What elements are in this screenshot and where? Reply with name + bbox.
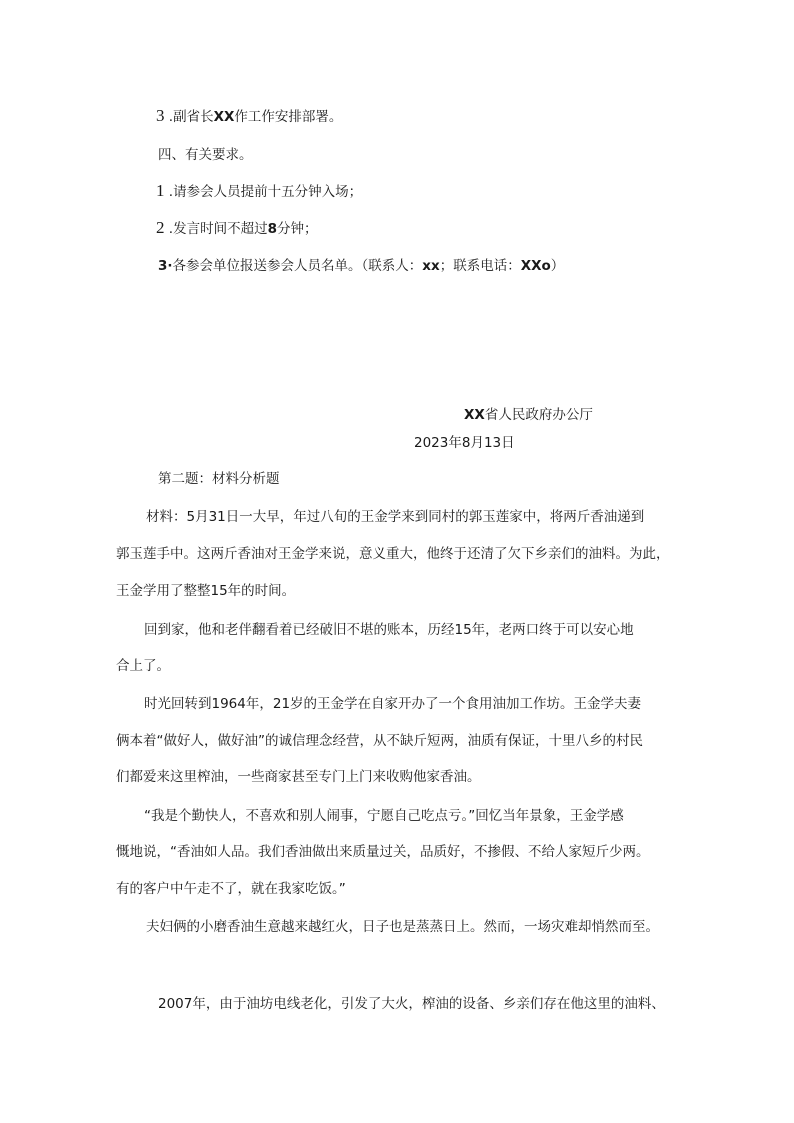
item-text-end: 分钟； [277,221,318,237]
paragraph-line: 慨地说，“香油如人品。我们香油做出来质量过关，品质好，不掺假、不给人家短斤少两。 [116,844,650,860]
question-title: 第二题：材料分析题 [158,471,280,487]
paragraph-line: 夫妇俩的小磨香油生意越来越红火，日子也是蒸蒸日上。然而，一场灾难却悄然而至。 [146,919,659,935]
org-name: 省人民政府办公厅 [484,407,593,423]
item-text-end: 作工作安排部署。 [234,109,343,125]
paragraph-line: 有的客户中午走不了，就在我家吃饭。” [116,881,346,897]
issuing-organization [464,405,593,425]
paragraph-line: 合上了。 [116,658,170,674]
requirement-1 [156,181,362,202]
item-number: 3 [156,106,165,125]
item-text-end: ） [550,258,565,274]
section-heading-requirements: 四、有关要求。 [158,147,253,163]
requirement-2 [156,218,318,239]
paragraph-line: 郭玉莲手中。这两斤香油对王金学来说，意义重大，他终于还清了欠下乡亲们的油料。为此， [116,546,670,562]
paragraph-line: 们都爱来这里榨油，一些商家甚至专门上门来收购他家香油。 [116,769,481,785]
paragraph-line: 回到家，他和老伴翻看着已经破旧不堪的账本，历经15年，老两口终于可以安心地 [144,622,634,638]
item-number: 3· [158,258,173,274]
placeholder-xx: XX [213,109,235,125]
paragraph-line: 王金学用了整整15年的时间。 [116,583,296,599]
item-text: .请参会人员提前十五分钟入场； [164,184,363,200]
paragraph-line: 材料：5月31日一大早，年过八旬的王金学来到同村的郭玉莲家中，将两斤香油递到 [146,509,645,525]
paragraph-line: 俩本着“做好人，做好油”的诚信理念经营，从不缺斤短两，油质有保证，十里八乡的村民 [116,733,643,749]
paragraph-line: 2007年，由于油坊电线老化，引发了大火，榨油的设备、乡亲们存在他这里的油料、 [158,996,665,1012]
issue-date: 2023年8月13日 [414,435,515,451]
minutes-value: 8 [267,221,277,237]
item-text: .发言时间不超过 [164,221,268,237]
org-placeholder: XX [464,407,485,423]
item-text: .副省长 [164,109,214,125]
requirement-3 [158,256,564,276]
list-item-3 [156,106,342,127]
item-text: 各参会单位报送参会人员名单。（联系人： [172,258,423,274]
contact-phone: XXo [520,258,551,274]
contact-name: xx [422,258,440,274]
item-number: 1 [156,181,165,200]
paragraph-line: 时光回转到1964年，21岁的王金学在自家开办了一个食用油加工作坊。王金学夫妻 [144,696,642,712]
item-text-mid: ；联系电话： [439,258,521,274]
paragraph-line: “我是个勤快人，不喜欢和别人闹事，宁愿自己吃点亏。”回忆当年景象，王金学感 [144,808,624,824]
item-number: 2 [156,218,165,237]
